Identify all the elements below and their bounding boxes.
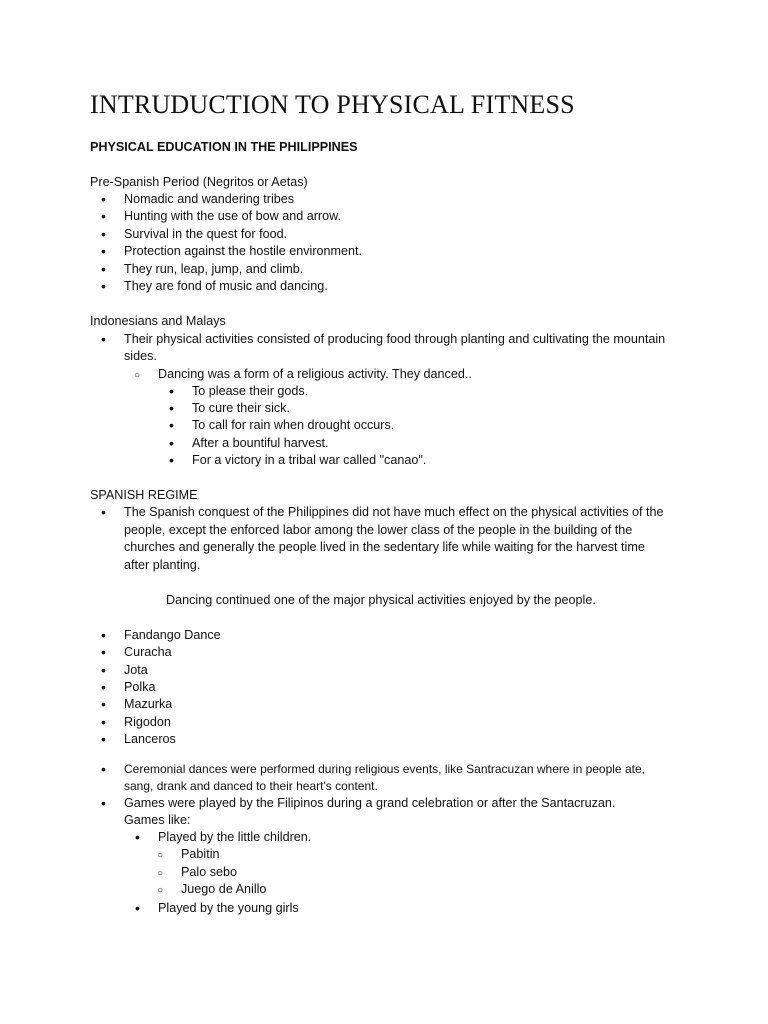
- dance-item: • Lanceros: [124, 731, 176, 748]
- paragraph-line: • The Spanish conquest of the Philippines did not have much effect on the physical activities of the: [124, 504, 664, 521]
- dance-item: • Fandango Dance: [124, 627, 221, 644]
- child-game-item: ○ Juego de Anillo: [181, 881, 266, 898]
- list-item: • Survival in the quest for food.: [124, 226, 287, 243]
- dance-item: • Mazurka: [124, 696, 172, 713]
- sub-sub-list-item: • After a bountiful harvest.: [192, 435, 329, 452]
- centered-note: Dancing continued one of the major physical activities enjoyed by the people.: [166, 593, 596, 607]
- dance-item: • Curacha: [124, 644, 172, 661]
- list-item: • Nomadic and wandering tribes: [124, 191, 294, 208]
- list-item: • Their physical activities consisted of producing food through planting and cultivating the mountain: [124, 331, 665, 348]
- indonesians-heading: Indonesians and Malays: [90, 314, 226, 328]
- ceremonial-line: sang, drank and danced to their heart's content.: [124, 779, 378, 793]
- sub-sub-list-item: • To please their gods.: [192, 383, 308, 400]
- child-game-item: ○ Pabitin: [181, 846, 220, 863]
- sub-sub-list-item: • For a victory in a tribal war called "canao".: [192, 452, 426, 469]
- list-item: • Protection against the hostile environment.: [124, 243, 362, 260]
- sub-sub-list-item: • To call for rain when drought occurs.: [192, 417, 394, 434]
- games-line: Games like:: [124, 813, 191, 827]
- spanish-regime-heading: SPANISH REGIME: [90, 488, 198, 502]
- dance-item: • Polka: [124, 679, 156, 696]
- games-line: • Games were played by the Filipinos during a grand celebration or after the Santacruzan.: [124, 795, 615, 812]
- girls-games-heading: • Played by the young girls: [158, 900, 299, 917]
- ceremonial-line: • Ceremonial dances were performed during religious events, like Santracuzan where in people ate,: [124, 761, 645, 778]
- list-item: • Hunting with the use of bow and arrow.: [124, 208, 341, 225]
- child-game-item: ○ Palo sebo: [181, 864, 237, 881]
- paragraph-line: people, except the enforced labor among the lower class of the people in the building of the: [124, 523, 633, 537]
- dance-item: • Jota: [124, 662, 148, 679]
- paragraph-line: churches and generally the people lived in the sedentary life while waiting for the harvest time: [124, 540, 645, 554]
- pre-spanish-heading: Pre-Spanish Period (Negritos or Aetas): [90, 175, 308, 189]
- dance-item: • Rigodon: [124, 714, 171, 731]
- children-games-heading: • Played by the little children.: [158, 829, 311, 846]
- list-item: • They are fond of music and dancing.: [124, 278, 328, 295]
- sub-sub-list-item: • To cure their sick.: [192, 400, 290, 417]
- list-item-continuation: sides.: [124, 349, 157, 363]
- paragraph-line: after planting.: [124, 558, 201, 572]
- section-heading-pe-philippines: PHYSICAL EDUCATION IN THE PHILIPPINES: [90, 140, 358, 154]
- page-title: INTRUDUCTION TO PHYSICAL FITNESS: [90, 90, 575, 119]
- sub-list-item: ○ Dancing was a form of a religious activity. They danced..: [158, 366, 472, 383]
- list-item: • They run, leap, jump, and climb.: [124, 261, 303, 278]
